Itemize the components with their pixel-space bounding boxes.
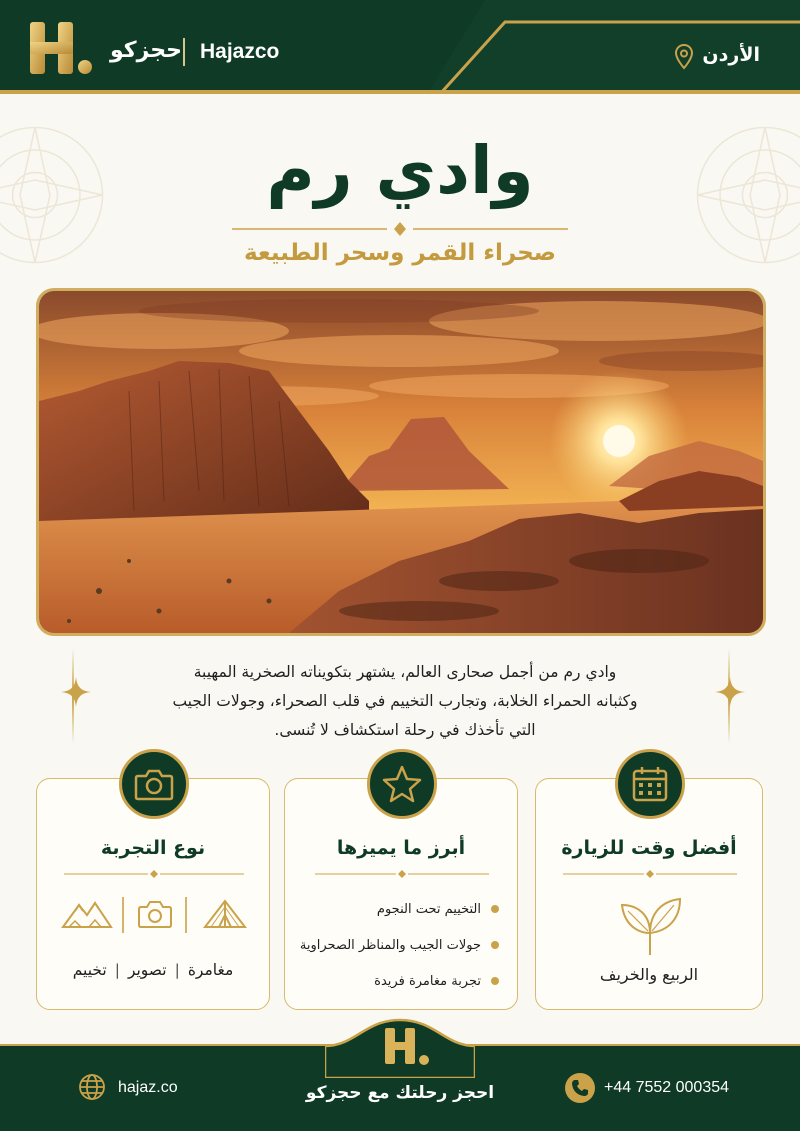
website-link[interactable]: hajaz.co [118, 1079, 178, 1096]
list-item [300, 891, 499, 927]
description-text [140, 658, 670, 745]
page-title: وادي رم [266, 132, 534, 209]
bullet-dot [491, 941, 499, 949]
logo-icon[interactable] [30, 22, 92, 74]
sparkle-icon [715, 677, 745, 707]
icon-separator [122, 897, 124, 933]
best-time-value: الربيع والخريف [599, 965, 699, 984]
calendar-icon [615, 749, 685, 819]
phone-icon [565, 1073, 595, 1103]
description-line: وكثبانه الحمراء الخلابة، وتجارب التخييم في قلب الصحراء، وجولات الجيب [172, 692, 638, 710]
mountains-icon [61, 897, 113, 931]
experience-label: مغامرة [187, 961, 234, 979]
highlights-list [300, 891, 499, 999]
title-divider [232, 222, 568, 236]
description-line: التي تأخذك في رحلة استكشاف لا تُنسى. [274, 721, 536, 739]
list-item [300, 963, 499, 999]
camera-icon [137, 897, 173, 931]
header-gold-line [0, 90, 800, 94]
icon-separator [185, 897, 187, 933]
footer-call-to-action: احجز رحلتك مع حجزكو [305, 1083, 495, 1103]
brand-name-arabic: حجزكو [110, 38, 182, 63]
bullet-dot [491, 977, 499, 985]
sparkle-icon [61, 677, 91, 707]
list-item-text: التخييم تحت النجوم [376, 901, 481, 917]
camera-icon [119, 749, 189, 819]
bullet-dot [491, 905, 499, 913]
list-item [300, 927, 499, 963]
location-label: الأردن [702, 44, 760, 66]
location-pin-icon [674, 44, 694, 70]
page-subtitle: صحراء القمر وسحر الطبيعة [243, 240, 556, 266]
logo-icon[interactable] [385, 1028, 429, 1066]
experience-labels: مغامرة|تصوير|تخييم [72, 961, 234, 979]
card-title: نوع التجربة [100, 837, 206, 859]
phone-number[interactable]: +44 7552 000354 [604, 1079, 730, 1096]
hero-image-wadi-rum [36, 288, 766, 636]
card-title: أفضل وقت للزيارة [561, 837, 737, 859]
card-divider [315, 869, 489, 879]
card-best-time [535, 778, 763, 1010]
description-line: وادي رم من أجمل صحارى العالم، يشتهر بتكويناته الصخرية المهيبة [193, 663, 617, 681]
card-divider [563, 869, 737, 879]
card-divider [64, 869, 244, 879]
card-experience-type [36, 778, 270, 1010]
desert-sunset-illustration [39, 291, 763, 633]
card-title: أبرز ما يميزها [336, 837, 466, 859]
brand-name-english: Hajazco [200, 40, 280, 63]
brand-separator [183, 38, 185, 66]
tent-icon [203, 897, 247, 931]
card-highlights [284, 778, 518, 1010]
experience-label: تخييم [72, 961, 107, 979]
leaf-icon [614, 897, 686, 957]
list-item-text: تجربة مغامرة فريدة [374, 973, 481, 989]
list-item-text: جولات الجيب والمناظر الصحراوية [299, 937, 481, 953]
experience-label: تصوير [127, 961, 167, 979]
star-icon [367, 749, 437, 819]
